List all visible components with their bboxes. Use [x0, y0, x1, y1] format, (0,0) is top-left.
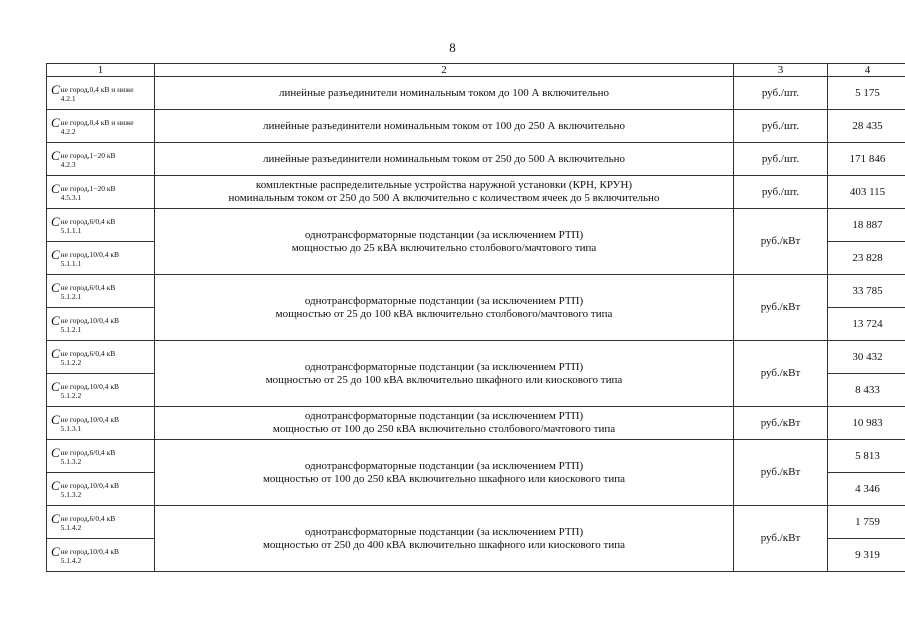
coefficient-subscript: 5.1.4.2: [60, 523, 82, 532]
value-cell: 33 785: [828, 275, 905, 308]
value-cell: 23 828: [828, 242, 905, 275]
unit-cell: руб./шт.: [734, 143, 828, 176]
coefficient-code-cell: [47, 242, 155, 275]
coefficient-indices: [61, 184, 116, 202]
value-cell: 10 983: [828, 407, 905, 440]
description-line: однотрансформаторные подстанции (за исключением РТП): [304, 294, 584, 307]
coefficient-indices: [61, 283, 116, 301]
description-line: однотрансформаторные подстанции (за исключением РТП): [304, 459, 584, 472]
table-row: [47, 143, 905, 176]
coefficient-symbol: C: [51, 148, 60, 163]
coefficient-indices: [61, 514, 116, 532]
column-header-4: 4: [828, 64, 905, 77]
coefficient-superscript: не город,1−20 кВ: [60, 151, 116, 160]
coefficient-symbol: C: [51, 280, 60, 295]
unit-cell: руб./шт.: [734, 110, 828, 143]
coefficient-superscript: не город,0,4 кВ и ниже: [60, 118, 134, 127]
value-cell: 403 115: [828, 176, 905, 209]
unit-cell: руб./кВт: [734, 341, 828, 407]
coefficient-superscript: не город,10/0,4 кВ: [60, 547, 119, 556]
description-cell: [155, 176, 734, 209]
unit-cell: руб./кВт: [734, 209, 828, 275]
value-cell: 171 846: [828, 143, 905, 176]
table-row: [47, 209, 905, 242]
column-header-1: 1: [47, 64, 155, 77]
description-cell: [155, 143, 734, 176]
coefficient-code-cell: [47, 374, 155, 407]
coefficient-superscript: не город,10/0,4 кВ: [60, 250, 119, 259]
description-line: мощностью от 100 до 250 кВА включительно столбового/мачтового типа: [272, 423, 616, 435]
coefficient-subscript: 5.1.3.2: [60, 490, 82, 499]
coefficient-superscript: не город,6/0,4 кВ: [60, 448, 116, 457]
description-cell: [155, 209, 734, 275]
value-cell: 8 433: [828, 374, 905, 407]
coefficient-subscript: 5.1.4.2: [60, 556, 82, 565]
coefficient-indices: [61, 250, 119, 268]
coefficient-superscript: не город,1−20 кВ: [60, 184, 116, 193]
table-row: [47, 506, 905, 539]
description-line: линейные разъединители номинальным током до 100 А включительно: [279, 86, 609, 99]
description-line: номинальным током от 250 до 500 А включительно с количеством ячеек до 5 включительно: [228, 192, 660, 204]
coefficient-symbol: C: [51, 214, 60, 229]
description-line: однотрансформаторные подстанции (за исключением РТП): [304, 410, 584, 422]
coefficient-symbol: C: [51, 181, 60, 196]
coefficient-indices: [61, 415, 119, 433]
coefficient-code-cell: [47, 209, 155, 242]
coefficient-subscript: 4.2.3: [60, 160, 76, 169]
coefficient-superscript: не город,0,4 кВ и ниже: [60, 85, 134, 94]
coefficient-indices: [61, 316, 119, 334]
coefficient-indices: [61, 217, 116, 235]
coefficient-superscript: не город,6/0,4 кВ: [60, 349, 116, 358]
coefficient-code-cell: [47, 275, 155, 308]
coefficient-subscript: 4.5.3.1: [60, 193, 82, 202]
tariff-table: [46, 63, 905, 572]
coefficient-subscript: 5.1.2.2: [60, 358, 82, 367]
value-cell: 13 724: [828, 308, 905, 341]
table-row: [47, 176, 905, 209]
coefficient-superscript: не город,6/0,4 кВ: [60, 514, 116, 523]
unit-cell: руб./кВт: [734, 407, 828, 440]
description-line: мощностью от 250 до 400 кВА включительно шкафного или киоскового типа: [262, 538, 626, 551]
coefficient-subscript: 5.1.1.1: [60, 259, 82, 268]
description-cell: [155, 110, 734, 143]
coefficient-code-cell: [47, 473, 155, 506]
coefficient-code-cell: [47, 539, 155, 572]
coefficient-symbol: C: [51, 379, 60, 394]
coefficient-indices: [61, 547, 119, 565]
coefficient-symbol: C: [51, 346, 60, 361]
unit-cell: руб./шт.: [734, 77, 828, 110]
table-row: [47, 407, 905, 440]
description-cell: [155, 341, 734, 407]
value-cell: 1 759: [828, 506, 905, 539]
description-cell: [155, 407, 734, 440]
coefficient-indices: [61, 118, 134, 136]
unit-cell: руб./кВт: [734, 440, 828, 506]
table-row: [47, 110, 905, 143]
description-line: мощностью от 25 до 100 кВА включительно столбового/мачтового типа: [275, 307, 613, 320]
value-cell: 30 432: [828, 341, 905, 374]
value-cell: 5 175: [828, 77, 905, 110]
coefficient-code-cell: [47, 506, 155, 539]
coefficient-subscript: 5.1.2.1: [60, 292, 82, 301]
value-cell: 9 319: [828, 539, 905, 572]
coefficient-subscript: 5.1.2.1: [60, 325, 82, 334]
coefficient-indices: [61, 481, 119, 499]
coefficient-indices: [61, 151, 116, 169]
coefficient-symbol: C: [51, 82, 60, 97]
coefficient-symbol: C: [51, 544, 60, 559]
coefficient-indices: [61, 448, 116, 466]
coefficient-subscript: 4.2.2: [60, 127, 76, 136]
coefficient-code-cell: [47, 143, 155, 176]
coefficient-code-cell: [47, 407, 155, 440]
table-row: [47, 275, 905, 308]
coefficient-code-cell: [47, 308, 155, 341]
table-row: [47, 341, 905, 374]
coefficient-superscript: не город,10/0,4 кВ: [60, 415, 119, 424]
coefficient-subscript: 4.2.1: [60, 94, 76, 103]
coefficient-subscript: 5.1.3.2: [60, 457, 82, 466]
coefficient-symbol: C: [51, 115, 60, 130]
coefficient-superscript: не город,6/0,4 кВ: [60, 217, 116, 226]
coefficient-symbol: C: [51, 412, 60, 427]
description-cell: [155, 77, 734, 110]
coefficient-indices: [61, 382, 119, 400]
coefficient-superscript: не город,10/0,4 кВ: [60, 481, 119, 490]
coefficient-subscript: 5.1.2.2: [60, 391, 82, 400]
description-line: комплектные распределительные устройства наружной установки (КРН, КРУН): [255, 179, 633, 191]
column-header-3: 3: [734, 64, 828, 77]
table-row: [47, 77, 905, 110]
description-line: однотрансформаторные подстанции (за исключением РТП): [304, 228, 584, 241]
description-line: мощностью от 100 до 250 кВА включительно шкафного или киоскового типа: [262, 472, 626, 485]
coefficient-code-cell: [47, 77, 155, 110]
table-row: [47, 440, 905, 473]
coefficient-superscript: не город,10/0,4 кВ: [60, 316, 119, 325]
coefficient-code-cell: [47, 110, 155, 143]
coefficient-superscript: не город,10/0,4 кВ: [60, 382, 119, 391]
column-header-2: 2: [155, 64, 734, 77]
table-body: [47, 77, 905, 572]
coefficient-code-cell: [47, 176, 155, 209]
value-cell: 5 813: [828, 440, 905, 473]
description-cell: [155, 440, 734, 506]
description-cell: [155, 275, 734, 341]
coefficient-code-cell: [47, 341, 155, 374]
coefficient-symbol: C: [51, 313, 60, 328]
coefficient-subscript: 5.1.1.1: [60, 226, 82, 235]
coefficient-superscript: не город,6/0,4 кВ: [60, 283, 116, 292]
description-line: мощностью от 25 до 100 кВА включительно шкафного или киоскового типа: [265, 373, 623, 386]
coefficient-symbol: C: [51, 511, 60, 526]
coefficient-indices: [61, 349, 116, 367]
unit-cell: руб./кВт: [734, 275, 828, 341]
coefficient-symbol: C: [51, 445, 60, 460]
header-row: [47, 64, 905, 77]
description-cell: [155, 506, 734, 572]
coefficient-symbol: C: [51, 478, 60, 493]
value-cell: 18 887: [828, 209, 905, 242]
description-line: однотрансформаторные подстанции (за исключением РТП): [304, 525, 584, 538]
description-line: линейные разъединители номинальным током от 100 до 250 А включительно: [262, 119, 626, 132]
value-cell: 28 435: [828, 110, 905, 143]
page-number: 8: [449, 40, 456, 55]
coefficient-subscript: 5.1.3.1: [60, 424, 82, 433]
unit-cell: руб./шт.: [734, 176, 828, 209]
coefficient-symbol: C: [51, 247, 60, 262]
description-line: мощностью до 25 кВА включительно столбового/мачтового типа: [291, 241, 597, 254]
unit-cell: руб./кВт: [734, 506, 828, 572]
coefficient-code-cell: [47, 440, 155, 473]
description-line: однотрансформаторные подстанции (за исключением РТП): [304, 360, 584, 373]
description-line: линейные разъединители номинальным током от 250 до 500 А включительно: [262, 152, 626, 165]
coefficient-indices: [61, 85, 134, 103]
value-cell: 4 346: [828, 473, 905, 506]
